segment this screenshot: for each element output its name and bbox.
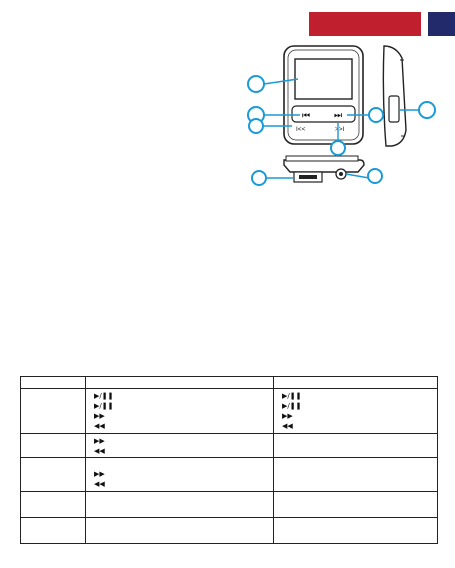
player-side-view — [383, 46, 406, 146]
table-row — [21, 434, 438, 458]
rewind-icon: ◀◀ — [282, 422, 293, 430]
rewind-icon: ◀◀ — [94, 479, 105, 488]
prev-label: I<< — [296, 126, 306, 133]
screen — [295, 59, 352, 99]
prev-key-icon: ⏮ — [302, 111, 311, 121]
table-header-row — [21, 377, 438, 389]
fast-forward-icon: ▶▶ — [94, 436, 105, 445]
play-pause-icon: ▶/❚❚ — [282, 402, 302, 410]
table-row — [21, 518, 438, 544]
next-key-icon: ⏭ — [334, 111, 343, 121]
side-button — [389, 96, 399, 122]
fast-forward-icon: ▶▶ — [94, 412, 105, 420]
table-row — [21, 458, 438, 492]
fast-forward-icon: ▶▶ — [94, 469, 105, 478]
player-front-view — [284, 46, 363, 144]
controls-table — [20, 376, 438, 544]
play-pause-icon: ▶/❚❚ — [282, 392, 302, 400]
player-bottom-view — [284, 156, 364, 182]
table-row — [21, 492, 438, 518]
play-pause-icon: ▶/❚❚ — [94, 402, 114, 410]
device-diagram — [0, 0, 455, 200]
play-pause-icon: ▶/❚❚ — [94, 392, 114, 400]
fast-forward-icon: ▶▶ — [282, 412, 293, 420]
table-row — [21, 389, 438, 434]
next-label: >>I — [335, 126, 345, 133]
rewind-icon: ◀◀ — [94, 422, 105, 430]
rewind-icon: ◀◀ — [94, 446, 105, 455]
